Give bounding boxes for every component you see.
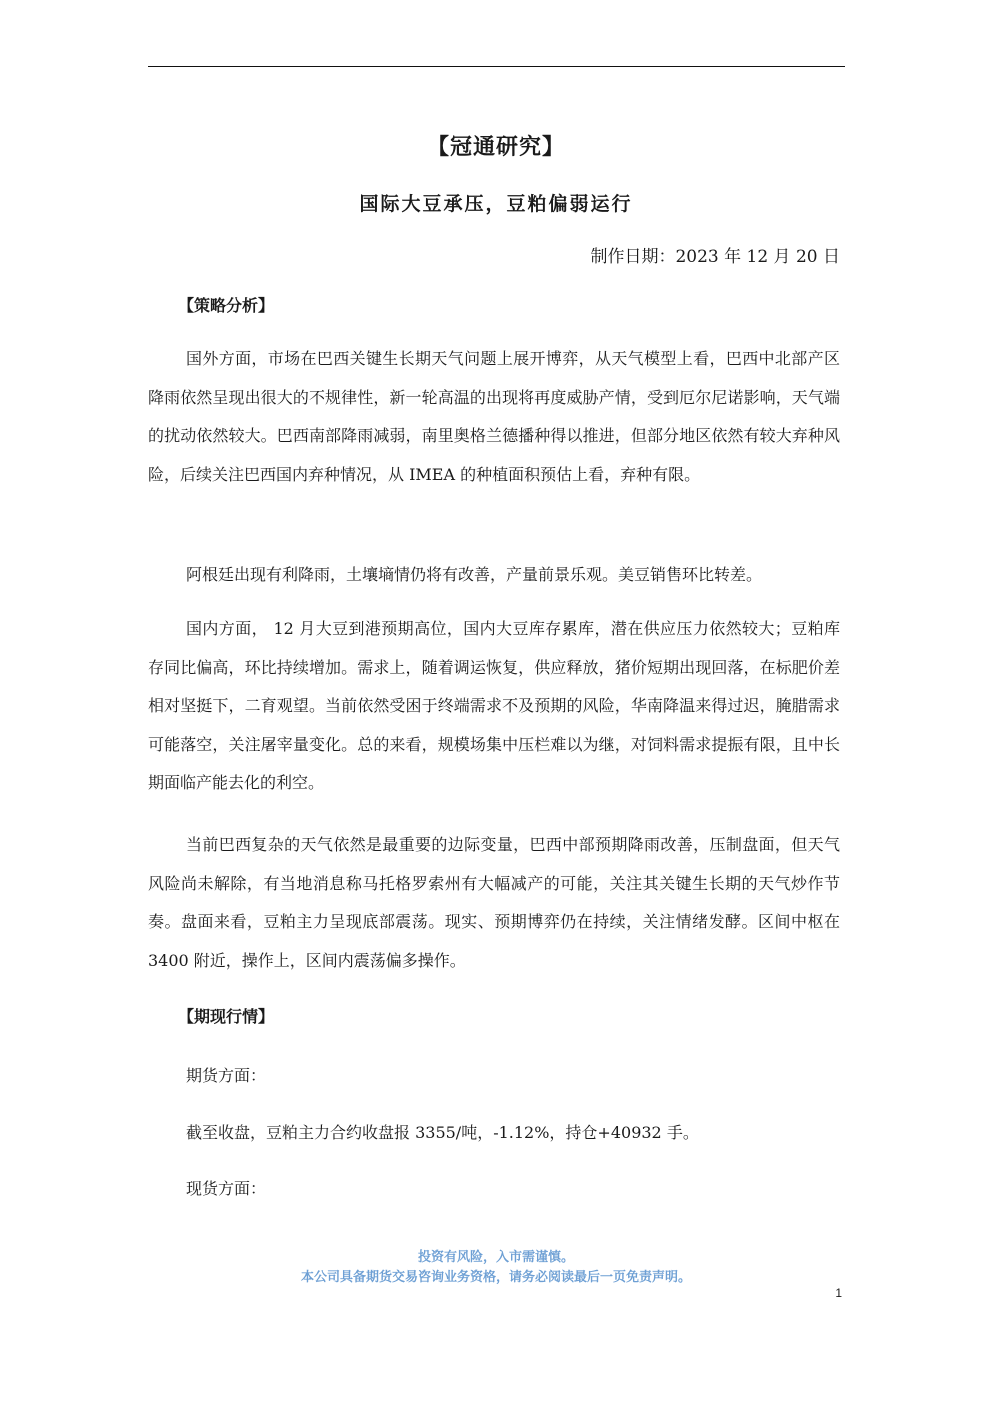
strategy-paragraph: 国外方面，市场在巴西关键生长期天气问题上展开博弈，从天气模型上看，巴西中北部产区降雨依然呈现出很大的不规律性，新一轮高温的出现将再度威胁产情，受到厄尔尼诺影响，天气端的扰动依然较大。巴西南部降雨减弱，南里奥格兰德播种得以推进，但部分地区依然有较大弃种风险，后续关注巴西国内弃种情况，从 IMEA 的种植面积预估上看，弃种有限。 [148, 349, 840, 484]
qualification-disclaimer: 本公司具备期货交易咨询业务资格，请务必阅读最后一页免责声明。 [300, 1270, 691, 1285]
spot-label: 现货方面： [186, 1179, 267, 1198]
strategy-paragraph: 国内方面， 12 月大豆到港预期高位，国内大豆库存累库，潜在供应压力依然较大；豆粕库存同比偏高，环比持续增加。需求上，随着调运恢复，供应释放，猪价短期出现回落，在标肥价差相对坚挺下，二育观望。当前依然受困于终端需求不及预期的风险，华南降温来得过迟，腌腊需求可能落空，关注屠宰量变化。总的来看，规模场集中压栏难以为继，对饲料需求提振有限，且中长期面临产能去化的利空。 [148, 619, 840, 793]
section-heading-market: 【期现行情】 [178, 1007, 275, 1026]
futures-label: 期货方面： [186, 1066, 267, 1085]
futures-text: 截至收盘，豆粕主力合约收盘报 3355/吨，-1.12%，持仓+40932 手。 [186, 1123, 699, 1142]
risk-disclaimer: 投资有风险，入市需谨慎。 [417, 1250, 574, 1265]
report-title: 国际大豆承压，豆粕偏弱运行 [359, 193, 633, 215]
section-heading-strategy: 【策略分析】 [178, 296, 275, 315]
strategy-paragraph: 当前巴西复杂的天气依然是最重要的边际变量，巴西中部预期降雨改善，压制盘面，但天气风险尚未解除，有当地消息称马托格罗索州有大幅减产的可能，关注其关键生长期的天气炒作节奏。盘面来看，豆粕主力呈现底部震荡。现实、预期博弈仍在持续，关注情绪发酵。区间中枢在 3400 附近，操作上，区间内震荡偏多操作。 [148, 835, 840, 970]
page-number: 1 [835, 1286, 842, 1300]
report-date: 制作日期：2023 年 12 月 20 日 [590, 247, 840, 267]
strategy-paragraph: 阿根廷出现有利降雨，土壤墒情仍将有改善，产量前景乐观。美豆销售环比转差。 [186, 565, 763, 584]
brand-title: 【冠通研究】 [426, 134, 565, 160]
header-rule [148, 66, 845, 67]
